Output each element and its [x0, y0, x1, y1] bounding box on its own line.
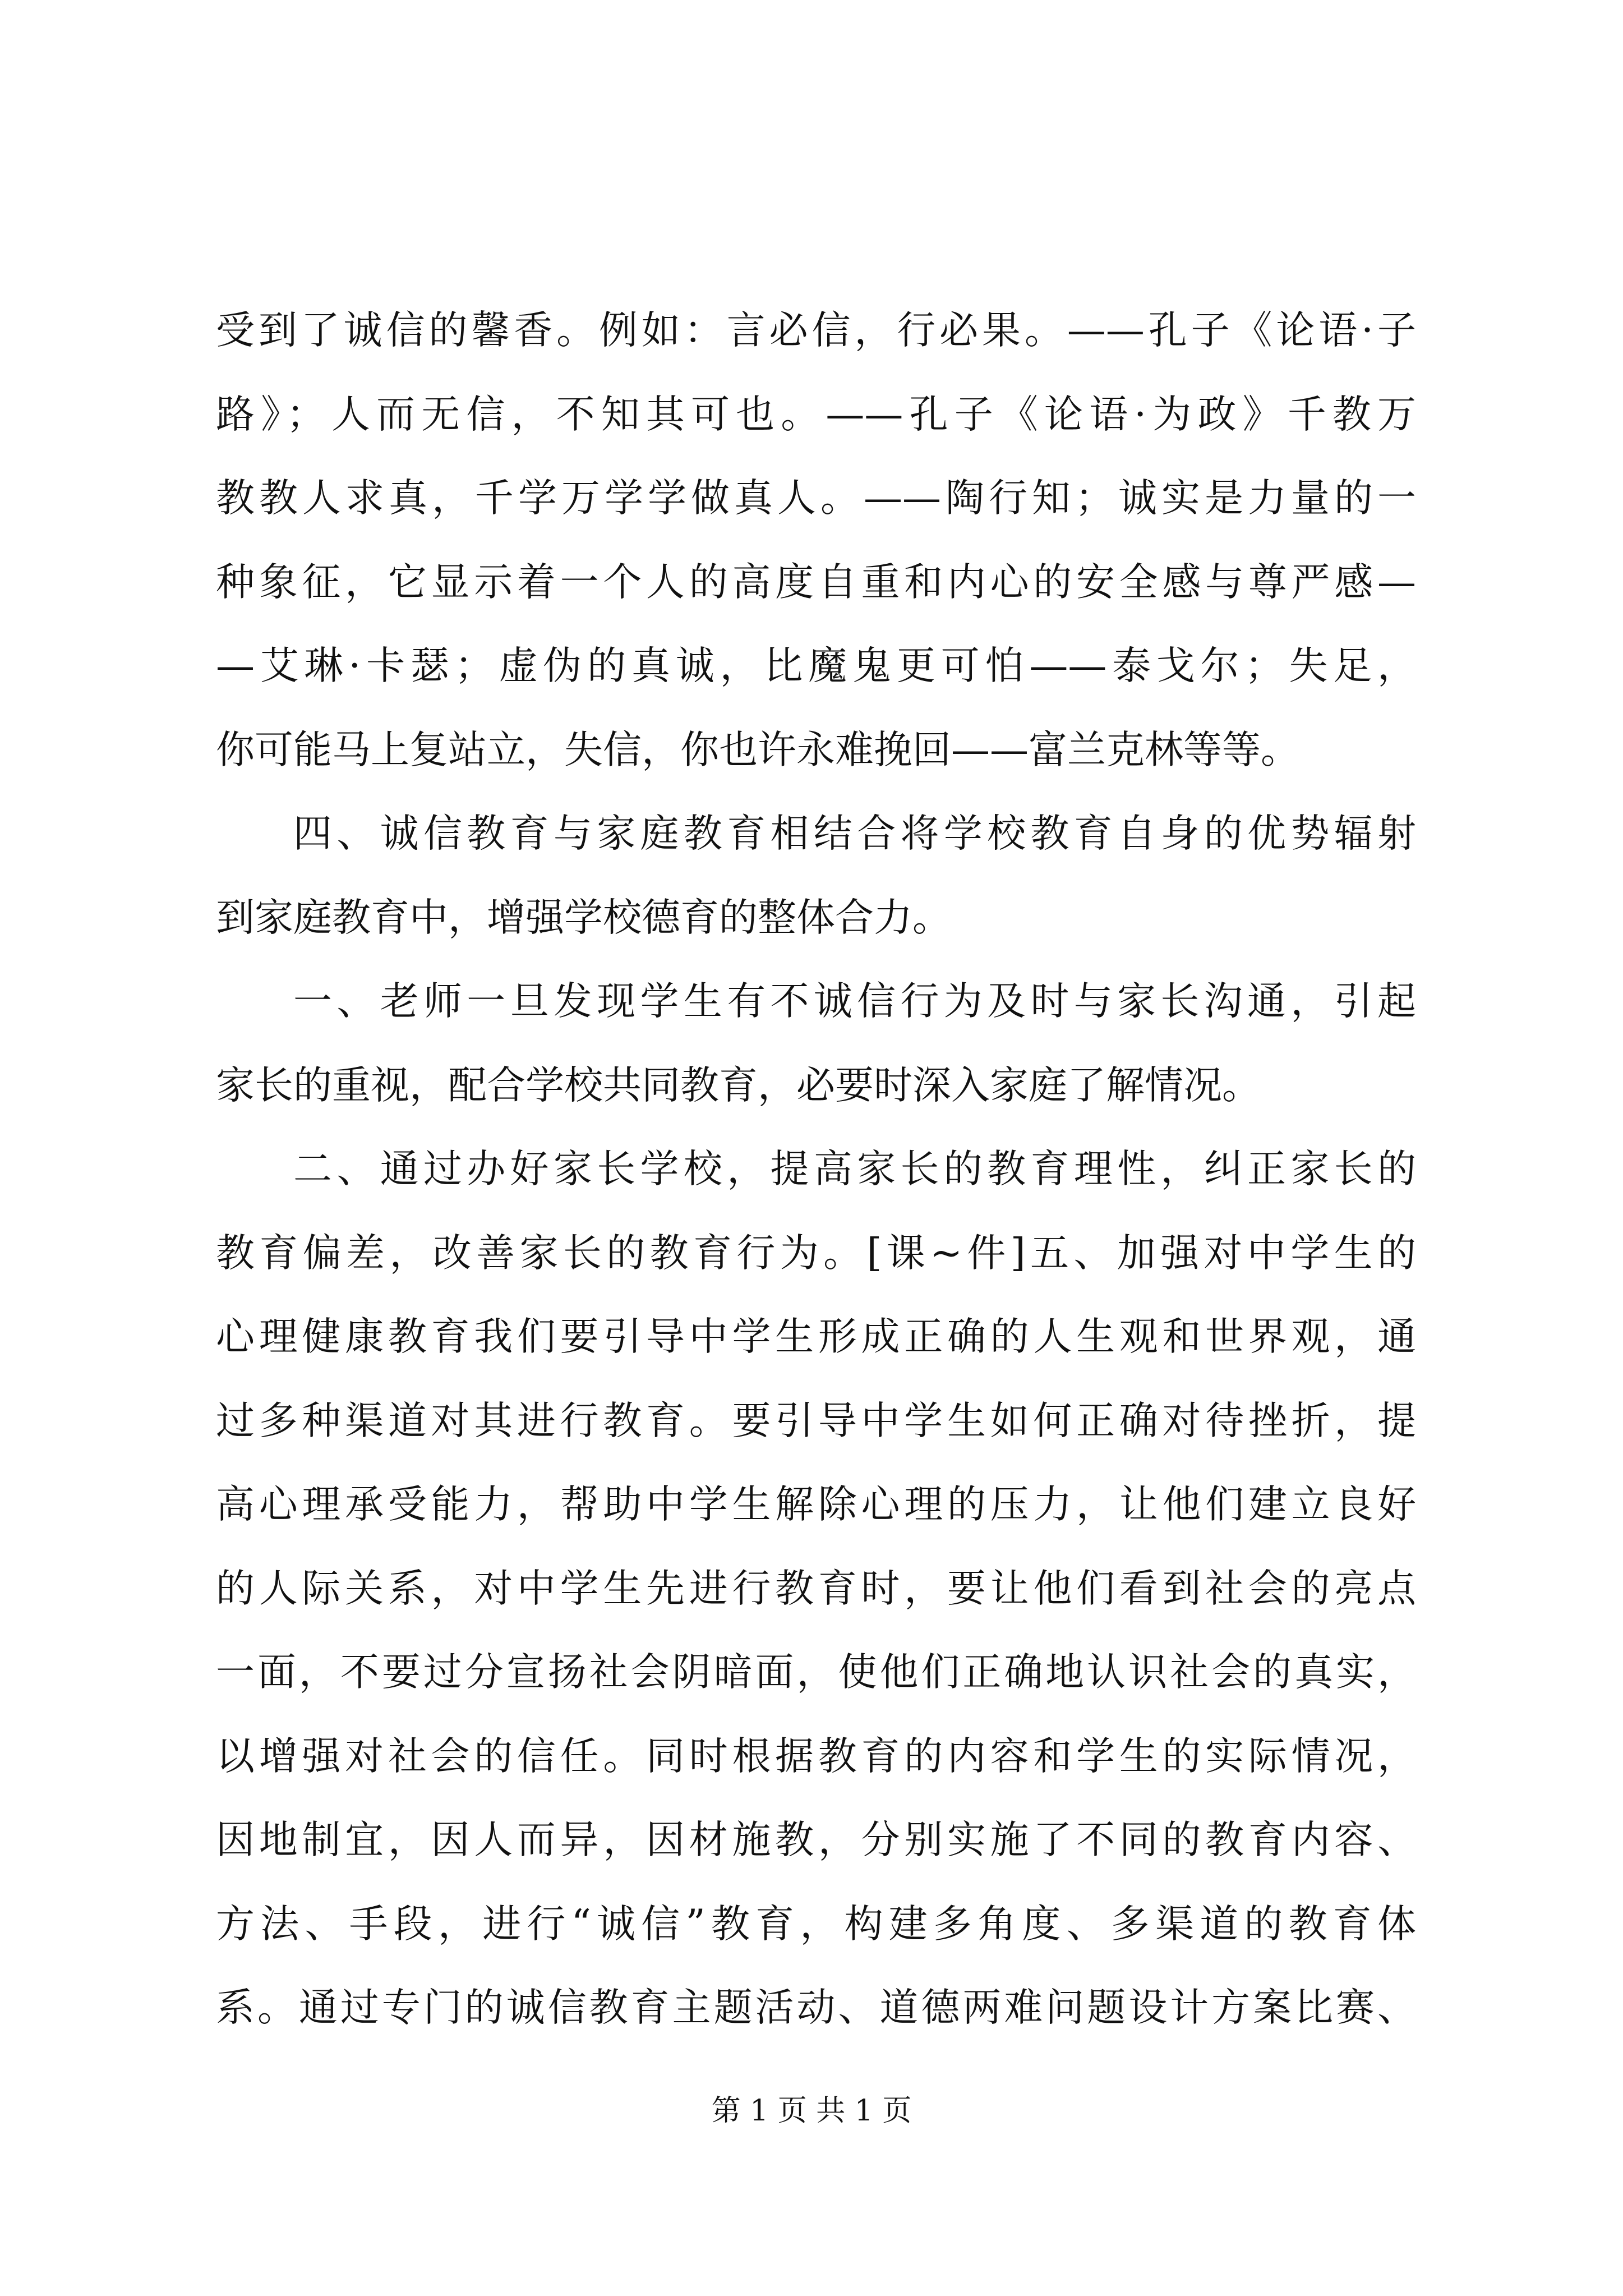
text-line: 的人际关系，对中学生先进行教育时，要让他们看到社会的亮点	[216, 1566, 1416, 1611]
text-line: 教教人求真，千学万学学做真人。——陶行知；诚实是力量的一	[216, 476, 1416, 521]
text-line: 一、老师一旦发现学生有不诚信行为及时与家长沟通，引起	[293, 979, 1416, 1024]
text-line: 家长的重视，配合学校共同教育，必要时深入家庭了解情况。	[216, 1062, 1261, 1108]
text-line: 路》；人而无信，不知其可也。——孔子《论语·为政》千教万	[216, 392, 1416, 437]
body-text	[216, 289, 1416, 2050]
text-line: 二、通过办好家长学校，提高家长的教育理性，纠正家长的	[293, 1147, 1416, 1191]
text-line: 一面，不要过分宣扬社会阴暗面，使他们正确地认识社会的真实，	[216, 1650, 1416, 1695]
text-line: 受到了诚信的馨香。例如：言必信，行必果。——孔子《论语·子	[216, 308, 1416, 353]
text-line: 系。通过专门的诚信教育主题活动、道德两难问题设计方案比赛、	[216, 1985, 1416, 2030]
text-line: 四、诚信教育与家庭教育相结合将学校教育自身的优势辐射	[293, 811, 1416, 856]
text-line: 你可能马上复站立，失信，你也许永难挽回——富兰克林等等。	[216, 727, 1299, 772]
text-line: 种象征，它显示着一个人的高度自重和内心的安全感与尊严感—	[216, 559, 1416, 605]
text-line: 高心理承受能力，帮助中学生解除心理的压力，让他们建立良好	[216, 1482, 1416, 1527]
page-footer: 第 1 页 共 1 页	[711, 2094, 912, 2128]
text-line: 因地制宜，因人而异，因材施教，分别实施了不同的教育内容、	[216, 1818, 1416, 1862]
text-line: 方法、手段，进行“诚信”教育，构建多角度、多渠道的教育体	[216, 1901, 1416, 1947]
text-line: 教育偏差，改善家长的教育行为。[课~件]五、加强对中学生的	[216, 1230, 1416, 1276]
text-line: 心理健康教育我们要引导中学生形成正确的人生观和世界观，通	[216, 1314, 1416, 1359]
text-line: —艾琳·卡瑟；虚伪的真诚，比魔鬼更可怕——泰戈尔；失足，	[216, 643, 1416, 688]
text-line: 过多种渠道对其进行教育。要引导中学生如何正确对待挫折，提	[216, 1398, 1416, 1443]
text-line: 到家庭教育中，增强学校德育的整体合力。	[216, 895, 951, 940]
text-line: 以增强对社会的信任。同时根据教育的内容和学生的实际情况，	[216, 1733, 1416, 1779]
